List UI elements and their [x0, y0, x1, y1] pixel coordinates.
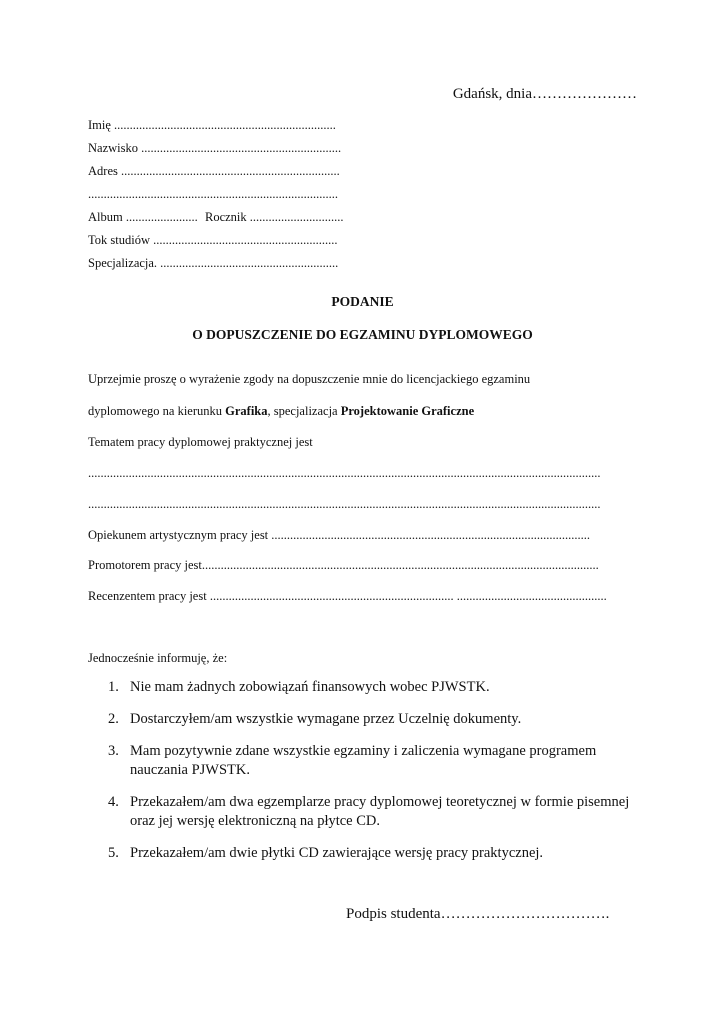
field-imie: Imię ....................................................................... [88, 118, 336, 132]
request-line-2 [88, 404, 474, 419]
opiekun-line: Opiekunem artystycznym pracy jest ...................................................................................................... [88, 528, 591, 542]
field-nazwisko: Nazwisko ................................................................ [88, 141, 342, 155]
list-item-number: 5. [108, 845, 119, 861]
document-title: PODANIE [331, 294, 394, 309]
request-mid: , specjalizacja [267, 404, 341, 418]
request-prefix: dyplomowego na kierunku [88, 404, 226, 418]
list-item-number: 4. [108, 794, 119, 810]
list-item-text: Mam pozytywnie zdane wszystkie egzaminy i zaliczenia wymagane programem nauczania PJWSTK. [130, 743, 597, 778]
field-specjalizacja: Specjalizacja. ......................................................... [88, 256, 339, 270]
field-rocznik: Rocznik .............................. [205, 210, 344, 224]
signature-line: Podpis studenta……………………………. [346, 906, 610, 922]
list-item [108, 742, 648, 780]
info-lead: Jednocześnie informuję, że: [88, 651, 228, 665]
list-item-text: Przekazałem/am dwie płytki CD zawierające wersję pracy praktycznej. [130, 845, 544, 861]
field-adres: Adres ...................................................................... [88, 164, 340, 178]
topic-line-2: .................................................................................................................................................................... [88, 497, 601, 511]
list-item [108, 678, 648, 697]
list-item-text: Nie mam żadnych zobowiązań finansowych wobec PJWSTK. [130, 679, 490, 695]
recenzent-line: Recenzentem pracy jest .............................................................................. ................................................ [88, 589, 607, 603]
request-line-1: Uprzejmie proszę o wyrażenie zgody na dopuszczenie mnie do licencjackiego egzaminu [88, 372, 531, 386]
topic-line-1: .................................................................................................................................................................... [88, 466, 601, 480]
document-subtitle: O DOPUSZCZENIE DO EGZAMINU DYPLOMOWEGO [192, 327, 533, 342]
place-date: Gdańsk, dnia………………… [452, 86, 637, 102]
list-item [108, 710, 648, 729]
list-item-text: Dostarczyłem/am wszystkie wymagane przez Uczelnię dokumenty. [130, 711, 522, 727]
list-item [108, 844, 648, 863]
list-item-number: 3. [108, 743, 119, 759]
field-adres-cont: ................................................................................ [88, 187, 338, 201]
promotor-line: Promotorem pracy jest............................................................................................................................... [88, 558, 599, 572]
list-item-text: Przekazałem/am dwa egzemplarze pracy dyplomowej teoretycznej w formie pisemnej oraz jej wersję elektroniczną na płytce CD. [130, 794, 630, 829]
list-item [108, 793, 648, 831]
topic-label: Tematem pracy dyplomowej praktycznej jest [88, 435, 313, 449]
list-item-number: 1. [108, 679, 119, 695]
list-item-number: 2. [108, 711, 119, 727]
specjalizacja-value: Projektowanie Graficzne [340, 404, 475, 418]
declaration-list [108, 678, 648, 876]
kierunek-value: Grafika [225, 404, 268, 418]
field-tok-studiow: Tok studiów ........................................................... [88, 233, 338, 247]
field-album: Album ....................... [88, 210, 198, 224]
